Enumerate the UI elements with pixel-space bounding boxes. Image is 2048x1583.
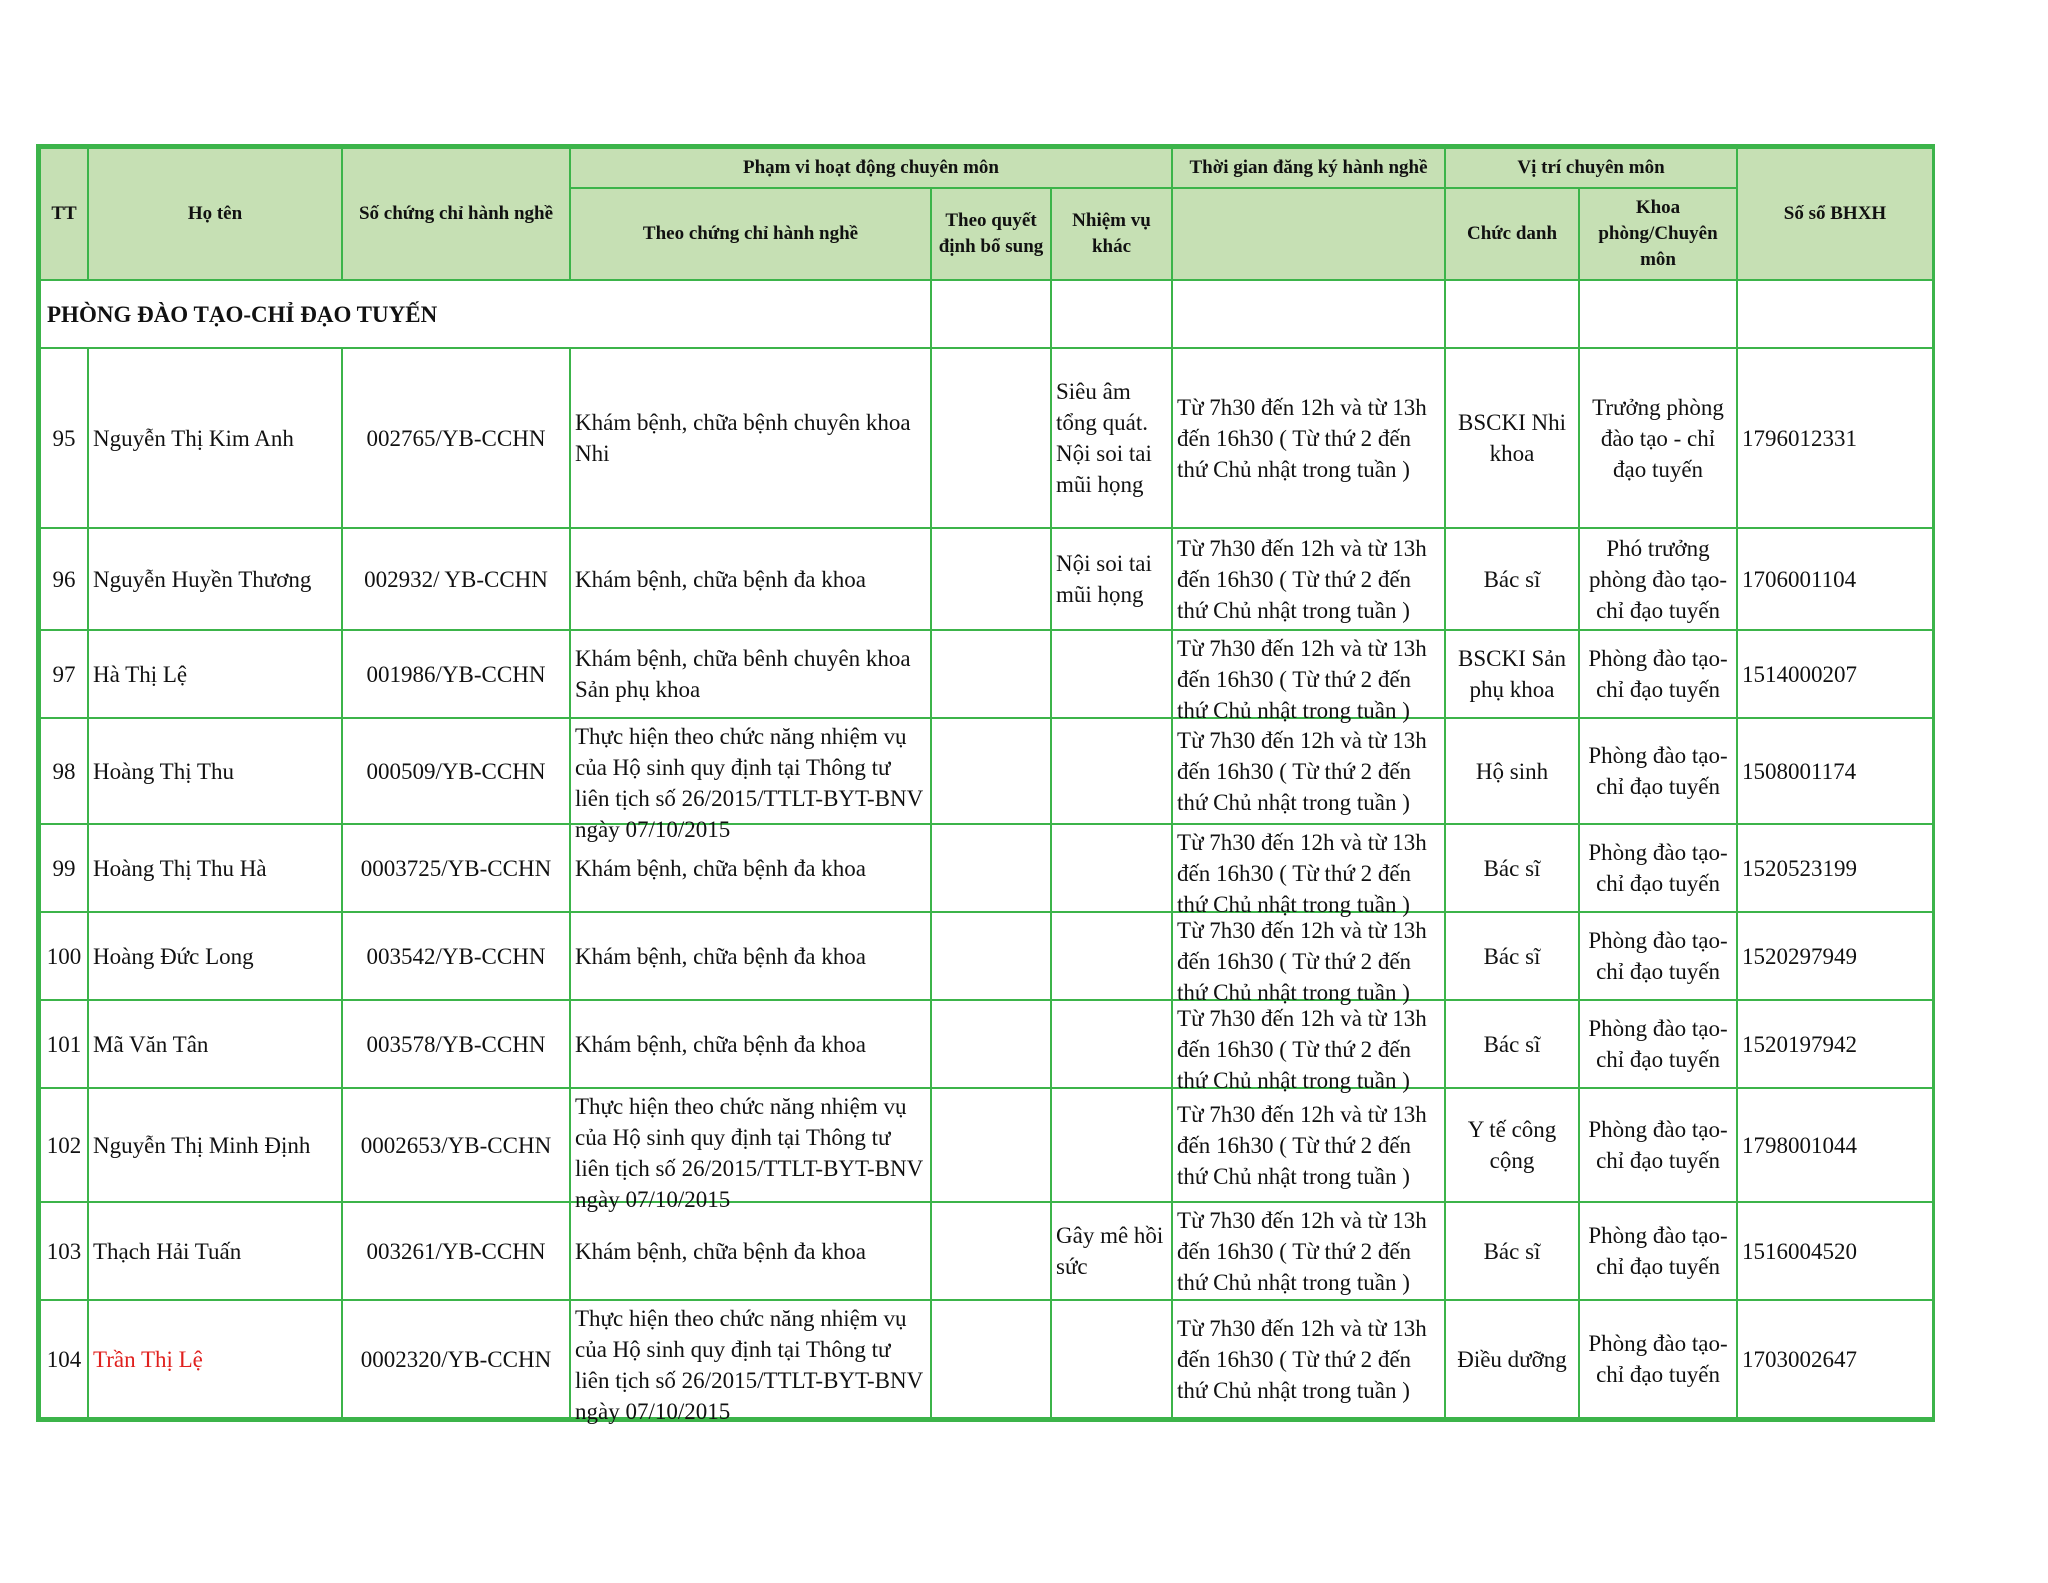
cell-bhxh-text: 1514000207 (1742, 661, 1858, 687)
cell-dept (1579, 1000, 1737, 1088)
cell-tt (40, 630, 88, 718)
section-cell (1579, 280, 1737, 348)
cell-scope-text: Khám bệnh, chữa bệnh chuyên khoa Nhi (575, 410, 911, 466)
cell-title-text: Bác sĩ (1483, 566, 1541, 592)
cell-title-text: Bác sĩ (1483, 855, 1541, 881)
cell-cert (342, 630, 570, 718)
cell-time-text: Từ 7h30 đến 12h và từ 13h đến 16h30 ( Từ thứ 2 đến thứ Chủ nhật trong tuần ) (1177, 636, 1427, 723)
cell-dept (1579, 630, 1737, 718)
cell-name (88, 630, 342, 718)
cell-scope-text: Thực hiện theo chức năng nhiệm vụ của Hộ sinh quy định tại Thông tư liên tịch số 26/2015/TTLT-BYT-BNV ngày 07/10/2015 (575, 1094, 923, 1212)
cell-extra (931, 630, 1051, 718)
cell-dept-text: Trưởng phòng đào tạo - chỉ đạo tuyến (1592, 394, 1724, 482)
cell-cert-text: 003578/YB-CCHN (366, 1031, 546, 1057)
header-scope-other: Nhiệm vụ khác (1051, 188, 1172, 280)
cell-name-text: Nguyễn Thị Kim Anh (93, 425, 294, 451)
section-cell (1051, 280, 1172, 348)
cell-dept-text: Phó trưởng phòng đào tạo-chỉ đạo tuyến (1589, 535, 1727, 623)
cell-dept-text: Phòng đào tạo- chỉ đạo tuyến (1588, 646, 1728, 702)
cell-dept (1579, 824, 1737, 912)
cell-dept-text: Phòng đào tạo- chỉ đạo tuyến (1588, 928, 1728, 984)
cell-cert (342, 348, 570, 528)
section-title: PHÒNG ĐÀO TẠO-CHỈ ĐẠO TUYẾN (40, 280, 931, 348)
cell-extra (931, 348, 1051, 528)
cell-time (1172, 1202, 1445, 1300)
cell-time-text: Từ 7h30 đến 12h và từ 13h đến 16h30 ( Từ thứ 2 đến thứ Chủ nhật trong tuần ) (1177, 394, 1427, 482)
cell-dept-text: Phòng đào tạo- chỉ đạo tuyến (1588, 1223, 1728, 1279)
cell-title (1445, 1300, 1579, 1418)
cell-name (88, 824, 342, 912)
cell-name-text: Hoàng Thị Thu (93, 758, 234, 784)
cell-name (88, 1300, 342, 1418)
cell-scope-text: Khám bệnh, chữa bệnh đa khoa (575, 1031, 866, 1057)
header-time: Thời gian đăng ký hành nghề (1172, 148, 1445, 188)
cell-extra (931, 1300, 1051, 1418)
cell-title (1445, 1202, 1579, 1300)
cell-time-text: Từ 7h30 đến 12h và từ 13h đến 16h30 ( Từ thứ 2 đến thứ Chủ nhật trong tuần ) (1177, 535, 1427, 623)
cell-title (1445, 1000, 1579, 1088)
header-dept: Khoa phòng/Chuyên môn (1579, 188, 1737, 280)
cell-scope (570, 912, 931, 1000)
table-row (40, 824, 1933, 912)
table-row (40, 912, 1933, 1000)
cell-title-text: Bác sĩ (1483, 1238, 1541, 1264)
cell-tt-text: 100 (46, 943, 82, 969)
cell-extra (931, 1088, 1051, 1202)
cell-scope (570, 630, 931, 718)
cell-bhxh-text: 1520297949 (1742, 943, 1858, 969)
cell-title (1445, 912, 1579, 1000)
cell-name-text: Nguyễn Thị Minh Định (93, 1132, 311, 1158)
cell-dept (1579, 1088, 1737, 1202)
cell-bhxh-text: 1706001104 (1742, 566, 1857, 592)
table-row (40, 1088, 1933, 1202)
cell-tt-text: 98 (52, 758, 76, 784)
cell-name-text: Thạch Hải Tuấn (93, 1238, 242, 1264)
cell-name-text: Mã Văn Tân (93, 1031, 209, 1057)
cell-other (1051, 528, 1172, 630)
cell-tt (40, 718, 88, 824)
table-row (40, 348, 1933, 528)
cell-name (88, 348, 342, 528)
table-body (40, 280, 1933, 1424)
table-row (40, 1000, 1933, 1088)
cell-name-text: Hoàng Đức Long (93, 943, 254, 969)
cell-bhxh (1737, 630, 1933, 718)
cell-tt (40, 528, 88, 630)
cell-time (1172, 824, 1445, 917)
cell-dept (1579, 718, 1737, 824)
cell-cert (342, 1202, 570, 1300)
cell-tt-text: 99 (52, 855, 76, 881)
cell-dept (1579, 912, 1737, 1000)
cell-name-text: Trần Thị Lệ (93, 1346, 203, 1372)
cell-time-text: Từ 7h30 đến 12h và từ 13h đến 16h30 ( Từ thứ 2 đến thứ Chủ nhật trong tuần ) (1177, 1006, 1427, 1093)
cell-scope-text: Khám bệnh, chữa bênh chuyên khoa Sản phụ khoa (575, 646, 911, 702)
cell-title-text: Y tế công cộng (1467, 1117, 1557, 1173)
cell-title (1445, 1088, 1579, 1202)
cell-dept (1579, 1300, 1737, 1418)
cell-other (1051, 912, 1172, 1000)
table-row (40, 718, 1933, 824)
cell-dept-text: Phòng đào tạo- chỉ đạo tuyến (1588, 1016, 1728, 1072)
cell-other (1051, 1088, 1172, 1202)
cell-bhxh (1737, 1300, 1933, 1418)
cell-bhxh (1737, 1000, 1933, 1088)
cell-bhxh (1737, 348, 1933, 528)
cell-cert-text: 002932/ YB-CCHN (364, 566, 548, 592)
cell-other (1051, 1300, 1172, 1418)
cell-tt-text: 103 (46, 1238, 82, 1264)
cell-title (1445, 718, 1579, 824)
cell-other (1051, 718, 1172, 824)
cell-tt (40, 1000, 88, 1088)
cell-bhxh (1737, 912, 1933, 1000)
cell-name (88, 1000, 342, 1088)
cell-other (1051, 824, 1172, 912)
cell-tt (40, 912, 88, 1000)
cell-name-text: Hà Thị Lệ (93, 661, 188, 687)
cell-cert (342, 1300, 570, 1418)
cell-extra (931, 912, 1051, 1000)
cell-name (88, 1088, 342, 1202)
cell-title-text: Bác sĩ (1483, 943, 1541, 969)
section-cell (1737, 280, 1933, 348)
cell-scope-text: Thực hiện theo chức năng nhiệm vụ của Hộ sinh quy định tại Thông tư liên tịch số 26/2015/TTLT-BYT-BNV ngày 07/10/2015 (575, 1306, 923, 1424)
cell-scope-text: Thực hiện theo chức năng nhiệm vụ của Hộ sinh quy định tại Thông tư liên tịch số 26/2015/TTLT-BYT-BNV ngày 07/10/2015 (575, 724, 923, 842)
cell-time-text: Từ 7h30 đến 12h và từ 13h đến 16h30 ( Từ thứ 2 đến thứ Chủ nhật trong tuần ) (1177, 1101, 1427, 1189)
cell-time (1172, 912, 1445, 1005)
cell-time-text: Từ 7h30 đến 12h và từ 13h đến 16h30 ( Từ thứ 2 đến thứ Chủ nhật trong tuần ) (1177, 830, 1427, 917)
cell-name (88, 718, 342, 824)
header-time-blank (1172, 188, 1445, 280)
section-cell (1445, 280, 1579, 348)
cell-extra (931, 1000, 1051, 1088)
cell-scope-text: Khám bệnh, chữa bệnh đa khoa (575, 943, 866, 969)
section-row (40, 280, 1933, 348)
cell-cert-text: 000509/YB-CCHN (366, 758, 546, 784)
table-row (40, 1300, 1933, 1418)
cell-bhxh-text: 1516004520 (1742, 1238, 1858, 1264)
cell-time (1172, 1300, 1445, 1418)
cell-name (88, 912, 342, 1000)
cell-tt (40, 1202, 88, 1300)
cell-name-text: Hoàng Thị Thu Hà (93, 855, 267, 881)
header-name: Họ tên (88, 148, 342, 280)
cell-cert-text: 002765/YB-CCHN (366, 425, 546, 451)
cell-scope (570, 528, 931, 630)
cell-time (1172, 348, 1445, 528)
table-row (40, 1202, 1933, 1300)
cell-cert-text: 0002320/YB-CCHN (360, 1346, 552, 1372)
cell-bhxh (1737, 718, 1933, 824)
cell-other (1051, 1202, 1172, 1300)
cell-name (88, 1202, 342, 1300)
cell-bhxh-text: 1508001174 (1742, 758, 1857, 784)
cell-title-text: Bác sĩ (1483, 1031, 1541, 1057)
cell-title (1445, 630, 1579, 718)
table-header (40, 148, 1933, 280)
cell-time (1172, 528, 1445, 630)
cell-extra (931, 1202, 1051, 1300)
cell-dept-text: Phòng đào tạo- chỉ đạo tuyến (1588, 1331, 1728, 1387)
cell-scope-text: Khám bệnh, chữa bệnh đa khoa (575, 1238, 866, 1264)
cell-tt-text: 95 (52, 425, 76, 451)
cell-time-text: Từ 7h30 đến 12h và từ 13h đến 16h30 ( Từ thứ 2 đến thứ Chủ nhật trong tuần ) (1177, 727, 1427, 815)
cell-dept (1579, 528, 1737, 630)
cell-title (1445, 348, 1579, 528)
cell-bhxh-text: 1796012331 (1742, 425, 1858, 451)
cell-other-text: Gây mê hồi sức (1056, 1223, 1164, 1279)
cell-time (1172, 718, 1445, 824)
cell-time (1172, 1000, 1445, 1093)
cell-bhxh-text: 1703002647 (1742, 1346, 1858, 1372)
cell-dept (1579, 1202, 1737, 1300)
cell-scope-text: Khám bệnh, chữa bệnh đa khoa (575, 566, 866, 592)
cell-cert-text: 001986/YB-CCHN (366, 661, 546, 687)
cell-name (88, 528, 342, 630)
cell-tt-text: 104 (46, 1346, 82, 1372)
header-scope-cert: Theo chứng chỉ hành nghề (570, 188, 931, 280)
cell-title (1445, 528, 1579, 630)
cell-tt (40, 348, 88, 528)
cell-tt-text: 96 (52, 566, 76, 592)
header-cert-no: Số chứng chỉ hành nghề (342, 148, 570, 280)
header-title: Chức danh (1445, 188, 1579, 280)
cell-cert-text: 0002653/YB-CCHN (360, 1132, 552, 1158)
cell-name-text: Nguyễn Huyền Thương (93, 566, 312, 592)
cell-time-text: Từ 7h30 đến 12h và từ 13h đến 16h30 ( Từ thứ 2 đến thứ Chủ nhật trong tuần ) (1177, 1208, 1427, 1295)
cell-tt (40, 824, 88, 912)
cell-time (1172, 630, 1445, 723)
section-cell (931, 280, 1051, 348)
cell-tt-text: 97 (52, 661, 76, 687)
cell-title-text: BSCKI Sản phụ khoa (1458, 646, 1567, 702)
cell-cert (342, 1088, 570, 1202)
cell-scope (570, 718, 931, 842)
cell-title-text: Điều dưỡng (1457, 1346, 1567, 1372)
cell-bhxh (1737, 528, 1933, 630)
cell-bhxh (1737, 1202, 1933, 1300)
staff-table-sheet (36, 144, 1935, 1422)
cell-other (1051, 1000, 1172, 1088)
cell-cert (342, 912, 570, 1000)
cell-tt-text: 101 (46, 1031, 82, 1057)
cell-extra (931, 718, 1051, 824)
table-row (40, 528, 1933, 630)
cell-bhxh-text: 1520197942 (1742, 1031, 1858, 1057)
cell-extra (931, 824, 1051, 912)
staff-table (39, 147, 1934, 1424)
cell-tt (40, 1088, 88, 1202)
cell-time-text: Từ 7h30 đến 12h và từ 13h đến 16h30 ( Từ thứ 2 đến thứ Chủ nhật trong tuần ) (1177, 1315, 1427, 1403)
cell-other (1051, 630, 1172, 718)
table-row (40, 630, 1933, 718)
cell-scope (570, 1000, 931, 1088)
cell-bhxh (1737, 1088, 1933, 1202)
cell-cert-text: 003261/YB-CCHN (366, 1238, 546, 1264)
cell-cert (342, 718, 570, 824)
cell-cert (342, 824, 570, 912)
cell-bhxh-text: 1798001044 (1742, 1132, 1858, 1158)
cell-dept-text: Phòng đào tạo- chỉ đạo tuyến (1588, 840, 1728, 896)
cell-scope-text: Khám bệnh, chữa bệnh đa khoa (575, 855, 866, 881)
cell-cert-text: 0003725/YB-CCHN (360, 855, 552, 881)
header-tt: TT (40, 148, 88, 280)
section-cell (1172, 280, 1445, 348)
cell-title-text: Hộ sinh (1475, 758, 1549, 784)
cell-dept-text: Phòng đào tạo- chỉ đạo tuyến (1588, 743, 1728, 799)
cell-time (1172, 1088, 1445, 1202)
cell-other-text: Siêu âm tổng quát. Nội soi tai mũi họng (1056, 379, 1152, 497)
cell-dept (1579, 348, 1737, 528)
header-scope-group: Phạm vi hoạt động chuyên môn (570, 148, 1172, 188)
cell-tt-text: 102 (46, 1132, 82, 1158)
cell-time-text: Từ 7h30 đến 12h và từ 13h đến 16h30 ( Từ thứ 2 đến thứ Chủ nhật trong tuần ) (1177, 918, 1427, 1005)
cell-dept-text: Phòng đào tạo- chỉ đạo tuyến (1588, 1117, 1728, 1173)
cell-cert (342, 1000, 570, 1088)
cell-title-text: BSCKI Nhi khoa (1458, 410, 1567, 466)
cell-other-text: Nội soi tai mũi họng (1056, 551, 1152, 607)
header-scope-extra: Theo quyết định bổ sung (931, 188, 1051, 280)
cell-scope (570, 1300, 931, 1424)
cell-other (1051, 348, 1172, 528)
cell-scope (570, 1202, 931, 1300)
header-bhxh: Số sổ BHXH (1737, 148, 1933, 280)
cell-extra (931, 528, 1051, 630)
cell-bhxh (1737, 824, 1933, 912)
cell-scope (570, 348, 931, 528)
cell-cert (342, 528, 570, 630)
cell-cert-text: 003542/YB-CCHN (366, 943, 546, 969)
header-position-group: Vị trí chuyên môn (1445, 148, 1737, 188)
cell-tt (40, 1300, 88, 1418)
cell-scope (570, 1088, 931, 1212)
cell-bhxh-text: 1520523199 (1742, 855, 1858, 881)
cell-title (1445, 824, 1579, 912)
